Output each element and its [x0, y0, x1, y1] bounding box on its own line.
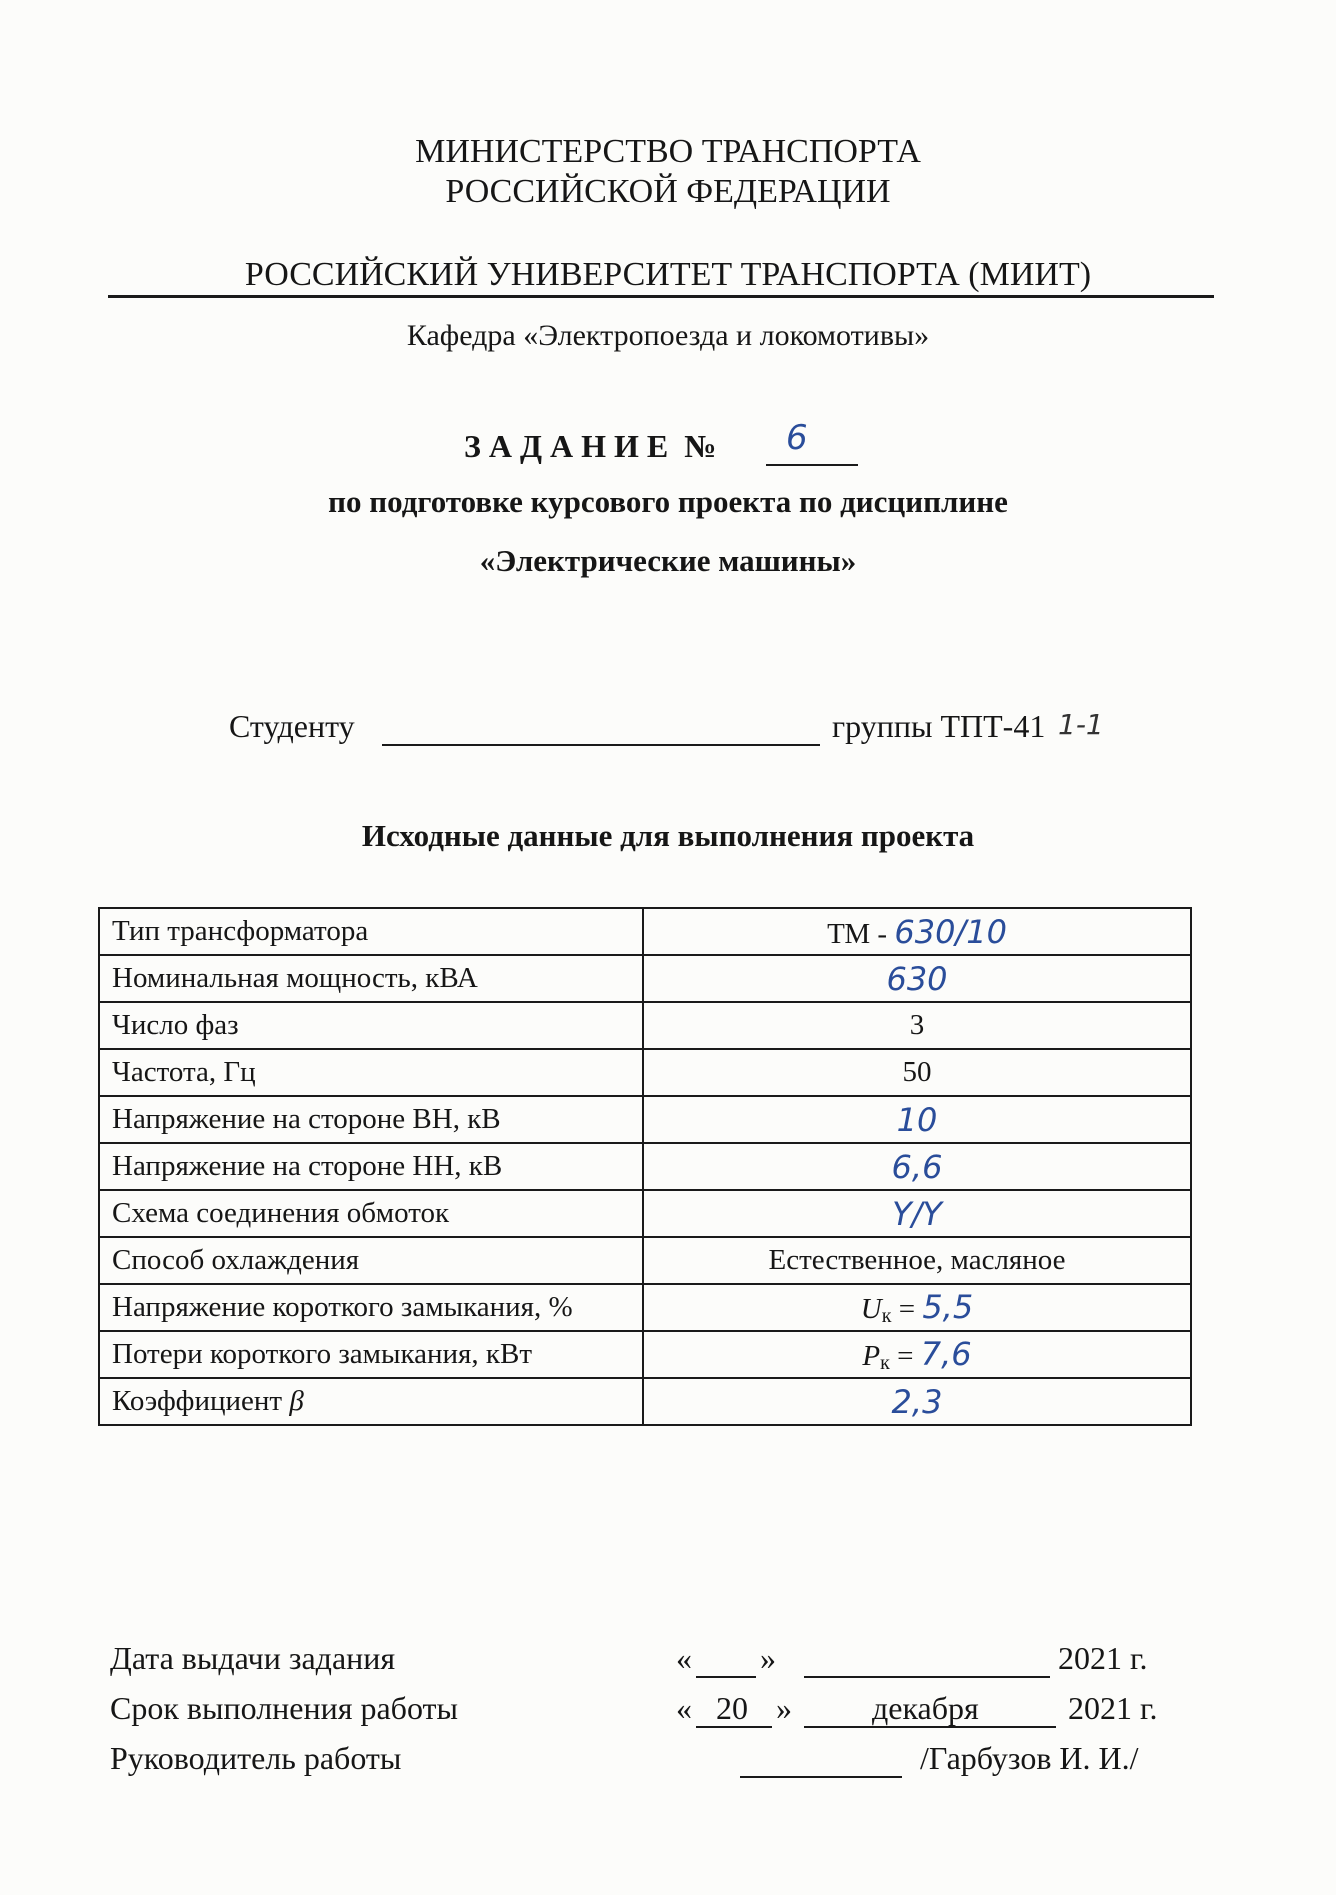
- due-date-label: Срок выполнения работы: [110, 1690, 459, 1726]
- source-data-table: [98, 907, 1192, 1426]
- row-value: 2,3: [891, 1382, 943, 1421]
- student-name-line: [382, 744, 820, 746]
- due-month-line: [804, 1726, 1056, 1728]
- row-value: 6,6: [891, 1147, 943, 1186]
- ministry-line-2: РОССИЙСКОЙ ФЕДЕРАЦИИ: [445, 173, 891, 210]
- due-day: 20: [716, 1690, 748, 1726]
- table-row: [99, 1002, 1191, 1049]
- row-value: Y/Y: [892, 1194, 942, 1233]
- row-value: 5,5: [922, 1287, 974, 1326]
- department-name: Кафедра «Электропоезда и локомотивы»: [406, 319, 930, 352]
- university-name: РОССИЙСКИЙ УНИВЕРСИТЕТ ТРАНСПОРТА (МИИТ): [244, 256, 1092, 293]
- row-label: Напряжение на стороне НН, кВ: [99, 1143, 643, 1190]
- table-row: [99, 1190, 1191, 1237]
- row-label: Номинальная мощность, кВА: [99, 955, 643, 1002]
- group-handwritten: 1-1: [1058, 708, 1104, 741]
- table-row: [99, 1378, 1191, 1425]
- row-label: Способ охлаждения: [99, 1237, 643, 1284]
- row-value-cell: [643, 1096, 1191, 1143]
- row-value: 630: [886, 959, 948, 998]
- issue-year: 2021 г.: [1058, 1640, 1148, 1676]
- row-value: 3: [643, 1002, 1191, 1049]
- table-row: [99, 1331, 1191, 1378]
- ministry-line-1: МИНИСТЕРСТВО ТРАНСПОРТА: [415, 133, 921, 170]
- due-quote-close: »: [776, 1690, 792, 1726]
- row-value: 10: [896, 1100, 938, 1139]
- row-prefix: ТМ -: [827, 917, 888, 950]
- supervisor-label: Руководитель работы: [110, 1740, 402, 1776]
- row-value-cell: [643, 1331, 1191, 1378]
- header-divider: [108, 295, 1214, 298]
- row-value: 50: [643, 1049, 1191, 1096]
- issue-quote-open: «: [676, 1640, 692, 1676]
- table-heading: Исходные данные для выполнения проекта: [361, 818, 975, 853]
- student-label: Студенту: [229, 708, 355, 744]
- supervisor-signature-line: [740, 1776, 902, 1778]
- row-label: Коэффициент: [112, 1385, 283, 1417]
- table-row: [99, 1237, 1191, 1284]
- issue-month-line: [804, 1676, 1050, 1678]
- beta-symbol: β: [289, 1385, 304, 1417]
- group-label: группы ТПТ-41: [832, 708, 1046, 744]
- row-value-cell: [643, 1143, 1191, 1190]
- issue-quote-close: »: [760, 1640, 776, 1676]
- discipline-name: «Электрические машины»: [479, 543, 857, 578]
- assignment-number: 6: [786, 418, 808, 458]
- row-label: Схема соединения обмоток: [99, 1190, 643, 1237]
- row-symbol-subscript: к: [881, 1304, 892, 1327]
- row-label: Потери короткого замыкания, кВт: [99, 1331, 643, 1378]
- table-row: [99, 1096, 1191, 1143]
- row-symbol: P: [862, 1339, 881, 1372]
- issue-day-line: [696, 1676, 756, 1678]
- due-day-line: [696, 1726, 772, 1728]
- row-label-cell: [99, 1378, 643, 1425]
- table-row: [99, 955, 1191, 1002]
- row-value-cell: [643, 908, 1191, 955]
- assignment-title: З А Д А Н И Е №: [464, 428, 717, 464]
- row-label: Напряжение короткого замыкания, %: [99, 1284, 643, 1331]
- row-equals: =: [891, 1292, 916, 1325]
- issue-date-label: Дата выдачи задания: [110, 1640, 396, 1676]
- row-value-cell: [643, 1284, 1191, 1331]
- table-row: [99, 1284, 1191, 1331]
- assignment-number-line: [766, 464, 858, 466]
- assignment-subtitle: по подготовке курсового проекта по дисциплине: [328, 484, 1008, 519]
- row-value-cell: [643, 1190, 1191, 1237]
- row-value-cell: [643, 955, 1191, 1002]
- supervisor-name: /Гарбузов И. И./: [920, 1740, 1139, 1776]
- due-quote-open: «: [676, 1690, 692, 1726]
- row-value: Естественное, масляное: [643, 1237, 1191, 1284]
- row-value: 630/10: [894, 912, 1007, 951]
- row-value-cell: [643, 1378, 1191, 1425]
- row-label: Частота, Гц: [99, 1049, 643, 1096]
- due-month: декабря: [872, 1690, 979, 1726]
- row-value: 7,6: [920, 1334, 972, 1373]
- table-row: [99, 1143, 1191, 1190]
- row-symbol-subscript: к: [880, 1351, 890, 1374]
- row-equals: =: [889, 1339, 914, 1372]
- table-row: [99, 1049, 1191, 1096]
- row-label: Тип трансформатора: [99, 908, 643, 955]
- row-label: Число фаз: [99, 1002, 643, 1049]
- due-year: 2021 г.: [1068, 1690, 1158, 1726]
- row-label: Напряжение на стороне ВН, кВ: [99, 1096, 643, 1143]
- table-row: [99, 908, 1191, 955]
- row-symbol: U: [860, 1292, 882, 1325]
